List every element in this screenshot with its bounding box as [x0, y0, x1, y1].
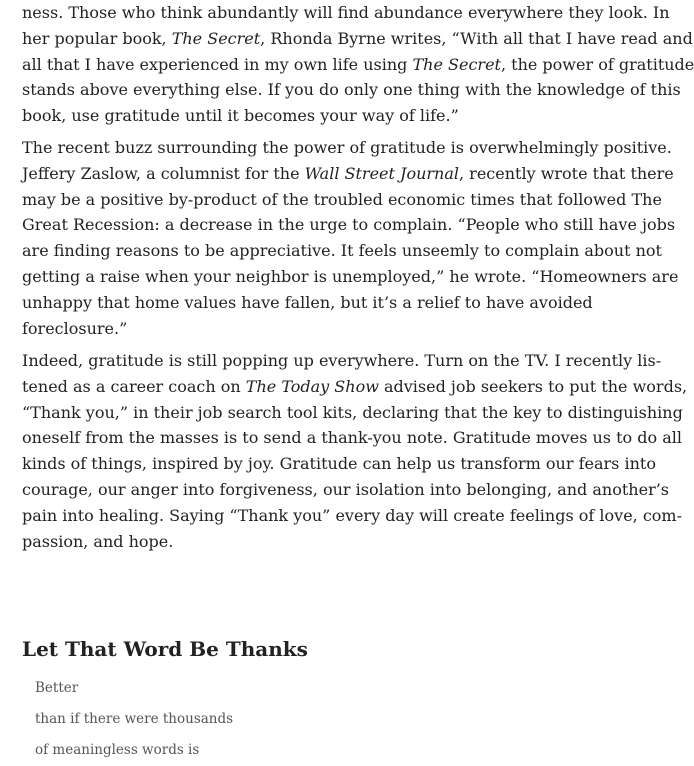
text-line: foreclosure.” [22, 318, 128, 338]
paragraph-1 [22, 0, 694, 129]
text-line: tened as a career coach on The Today Show advised job seekers to put the words, [22, 376, 688, 396]
text-line: oneself from the masses is to send a thank-you note. Gratitude moves us to do all [22, 428, 682, 448]
text-line: book, use gratitude until it becomes your way of life.” [22, 106, 459, 126]
text-line: ness. Those who think abundantly will find abundance everywhere they look. In [22, 3, 670, 22]
text-line: “Thank you,” in their job search tool kits, declaring that the key to distinguishing [22, 402, 683, 422]
poem-line: of meaningless words is [35, 742, 200, 758]
poem-line: than if there were thousands [35, 711, 234, 727]
text-line: are finding reasons to be appreciative. It feels unseemly to complain about not [22, 241, 662, 261]
publication-italic: Wall Street Journal [304, 163, 459, 183]
text-line: unhappy that home values have fallen, but it’s a relief to have avoided [22, 292, 593, 312]
text-line: her popular book, The Secret, Rhonda Byrne writes, “With all that I have read and [22, 28, 693, 48]
text-line: Indeed, gratitude is still popping up everywhere. Turn on the TV. I recently lis- [22, 351, 662, 370]
text-line: may be a positive by-product of the troubled economic times that followed The [22, 189, 662, 209]
text-line: pain into healing. Saying “Thank you” every day will create feelings of love, com- [22, 505, 683, 525]
book-title-italic: The Secret [171, 28, 261, 48]
text-line: getting a raise when your neighbor is unemployed,” he wrote. “Homeowners are [22, 266, 679, 286]
text-line: Great Recession: a decrease in the urge to complain. “People who still have jobs [22, 215, 676, 235]
show-title-italic: The Today Show [245, 376, 379, 396]
paragraph-2 [22, 135, 679, 341]
text-line: courage, our anger into forgiveness, our isolation into belonging, and another’s [22, 479, 670, 499]
paragraph-3 [22, 348, 688, 554]
text-line: all that I have experienced in my own life using The Secret, the power of gratitude [22, 54, 694, 74]
text-line: kinds of things, inspired by joy. Gratitude can help us transform our fears into [22, 454, 656, 474]
text-line: stands above everything else. If you do only one thing with the knowledge of this [22, 80, 681, 100]
text-line: The recent buzz surrounding the power of gratitude is overwhelmingly positive. [22, 138, 672, 157]
poem-line: Better [35, 680, 79, 696]
book-title-italic: The Secret [412, 54, 501, 74]
text-line: passion, and hope. [22, 531, 174, 551]
section-heading: Let That Word Be Thanks [22, 637, 308, 661]
text-line: Jeffery Zaslow, a columnist for the Wall Street Journal, recently wrote that there [22, 163, 674, 183]
